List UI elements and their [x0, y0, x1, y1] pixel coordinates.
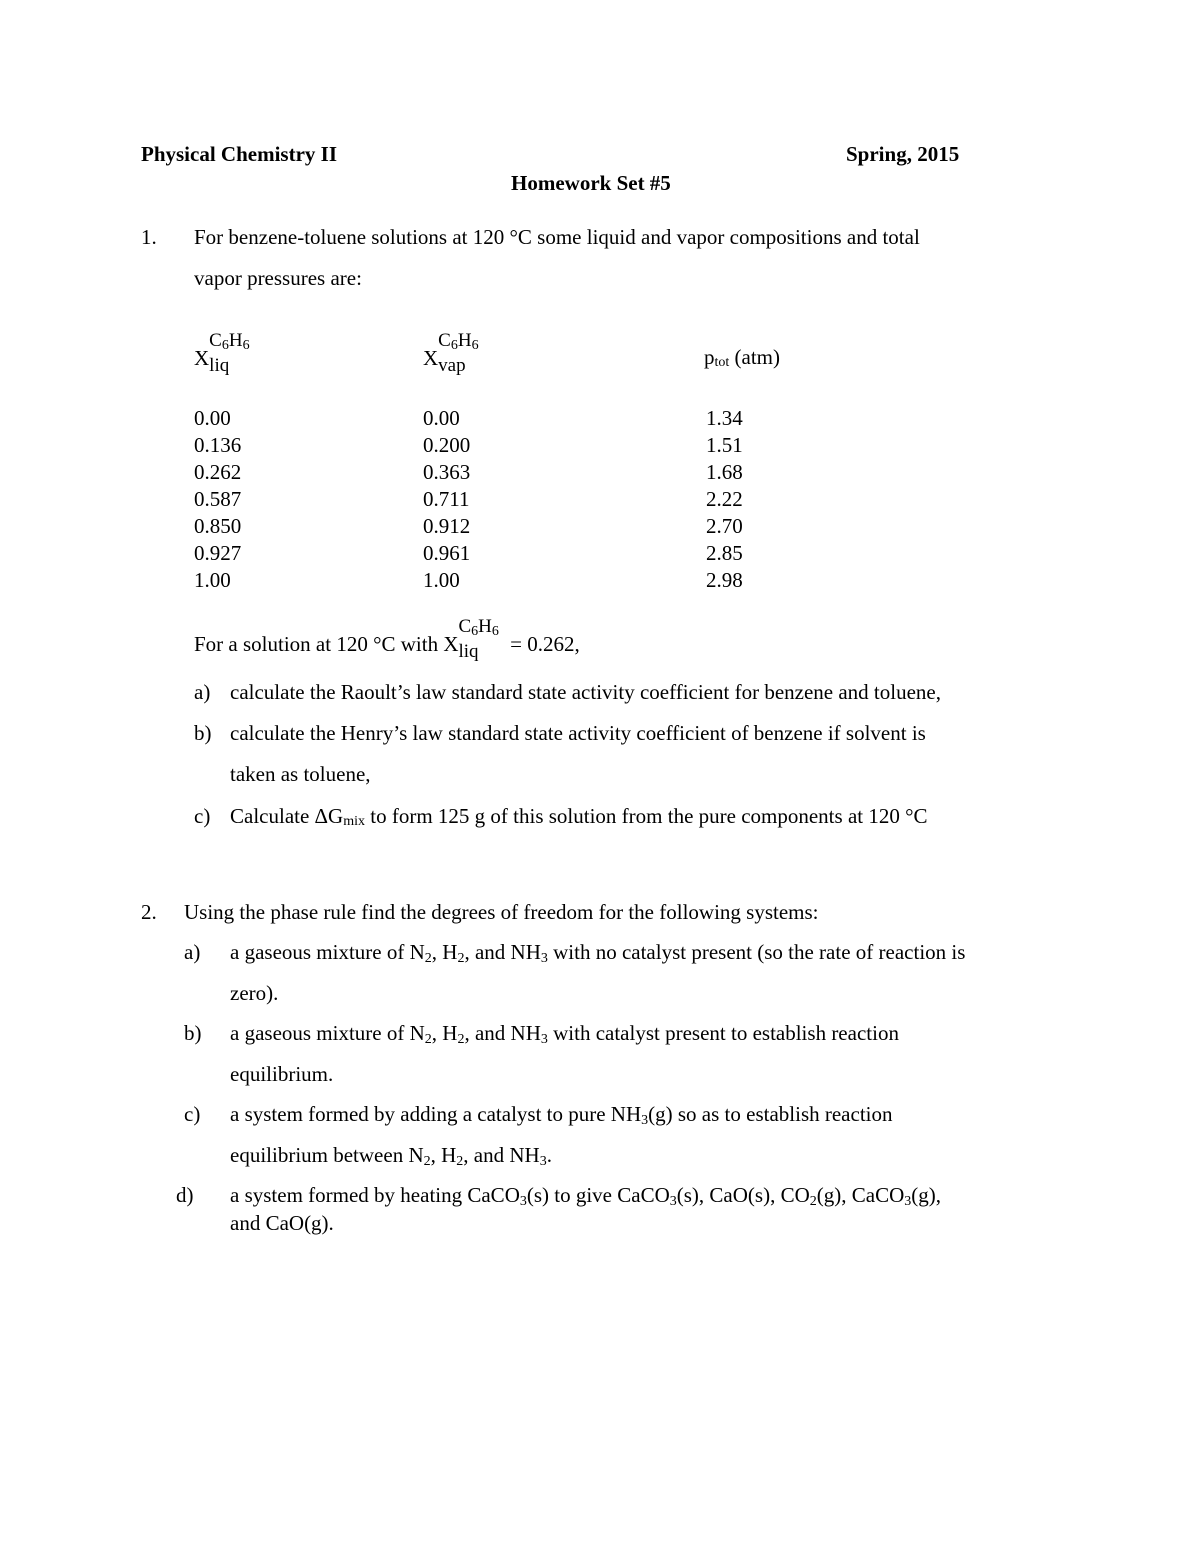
- q1-part-b-label: b): [194, 721, 212, 745]
- table-cell: 1.00: [423, 568, 460, 592]
- q1-part-c-label: c): [194, 804, 211, 828]
- q1-part-c-text: Calculate ΔGmix to form 125 g of this solution from the pure components at 120 °C: [230, 804, 928, 829]
- q2-part-line1: a gaseous mixture of $N_2$, $H_2$, and $NH_3$ with no catalyst present (so the rate of reaction is: [230, 940, 966, 966]
- table-cell: 0.00: [194, 406, 231, 430]
- q2-part-line1: a system formed by adding a catalyst to pure $NH_3(g)$ so as to establish reaction: [230, 1102, 893, 1128]
- table-cell: 1.34: [706, 406, 743, 430]
- q2-part-label: d): [176, 1183, 194, 1207]
- table-cell: 1.00: [194, 568, 231, 592]
- table-cell: 0.363: [423, 460, 471, 484]
- table-cell: 0.927: [194, 541, 242, 565]
- table-cell: 1.51: [706, 433, 743, 457]
- q2-part-label: a): [184, 940, 201, 964]
- formula-benzene: $C_6H_6$: [458, 616, 499, 639]
- question-1-intro-line2: vapor pressures are:: [194, 266, 362, 290]
- table-cell: 0.200: [423, 433, 471, 457]
- table-cell: 0.912: [423, 514, 471, 538]
- q1-part-a-label: a): [194, 680, 211, 704]
- course-title: Physical Chemistry II: [141, 142, 337, 166]
- formula-benzene: $C_6H_6$: [438, 330, 479, 353]
- q2-part-line1: a gaseous mixture of $N_2$, $H_2$, and $NH_3$ with catalyst present to establish reaction: [230, 1021, 899, 1047]
- table-cell: 0.00: [423, 406, 460, 430]
- table-cell: 2.70: [706, 514, 743, 538]
- table-cell: 0.711: [423, 487, 470, 511]
- table-cell: 2.22: [706, 487, 743, 511]
- table-cell: 0.961: [423, 541, 471, 565]
- q1-part-a-text: calculate the Raoult’s law standard state activity coefficient for benzene and toluene,: [230, 680, 941, 704]
- table-cell: 2.98: [706, 568, 743, 592]
- question-1-number: 1.: [141, 225, 157, 249]
- q2-part-label: c): [184, 1102, 201, 1126]
- header-x-vap: X $C_6H_6$ vap: [423, 330, 479, 376]
- header-p-tot: ptot (atm): [704, 345, 781, 370]
- table-cell: 0.136: [194, 433, 242, 457]
- table-cell: 2.85: [706, 541, 743, 565]
- solution-statement: For a solution at 120 °C with X $C_6H_6$ liq = 0.262,: [194, 616, 580, 662]
- q2-part-line1: a system formed by heating CaCO$_3$(s) to give CaCO$_3$(s), CaO(s), $CO_2(g)$, CaCO$_3$(g),: [230, 1183, 941, 1209]
- table-cell: 0.850: [194, 514, 242, 538]
- question-1-intro-line1: For benzene-toluene solutions at 120 °C some liquid and vapor compositions and total: [194, 225, 920, 249]
- q2-part-line2: and CaO(g).: [230, 1211, 334, 1235]
- question-2-intro: Using the phase rule find the degrees of freedom for the following systems:: [184, 900, 819, 924]
- q2-part-line2: zero).: [230, 981, 279, 1005]
- q2-part-line2: equilibrium.: [230, 1062, 334, 1086]
- table-cell: 0.262: [194, 460, 242, 484]
- term: Spring, 2015: [846, 142, 960, 166]
- q2-part-label: b): [184, 1021, 202, 1045]
- question-2-number: 2.: [141, 900, 157, 924]
- table-cell: 1.68: [706, 460, 743, 484]
- q1-part-b-text2: taken as toluene,: [230, 762, 371, 786]
- table-cell: 0.587: [194, 487, 242, 511]
- q2-part-line2: equilibrium between $N_2$, $H_2$, and $NH_3$.: [230, 1143, 552, 1169]
- q1-part-b-text: calculate the Henry’s law standard state activity coefficient of benzene if solvent is: [230, 721, 926, 745]
- formula-benzene: $C_6H_6$: [209, 330, 250, 353]
- header-x-liq: X $C_6H_6$ liq: [194, 330, 250, 376]
- page-title: Homework Set #5: [511, 171, 671, 195]
